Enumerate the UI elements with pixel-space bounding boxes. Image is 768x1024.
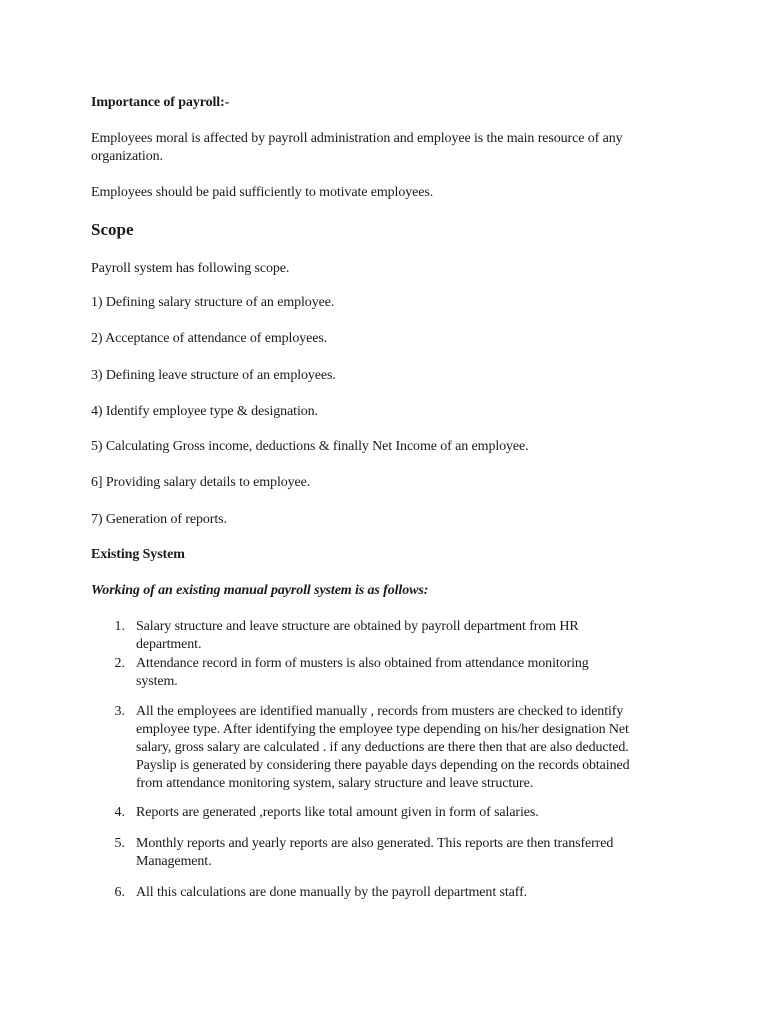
list-item-line: Reports are generated ,reports like total amount given in form of salaries. — [136, 805, 539, 820]
list-item-line: from attendance monitoring system, salary structure and leave structure. — [136, 776, 534, 791]
scope-intro: Payroll system has following scope. — [91, 261, 290, 276]
heading-existing-system: Existing System — [91, 547, 185, 562]
scope-item: 6] Providing salary details to employee. — [91, 475, 311, 490]
list-number: 2. — [114, 656, 125, 671]
heading-scope: Scope — [91, 220, 134, 239]
scope-item: 3) Defining leave structure of an employees. — [91, 368, 336, 383]
paragraph: Employees should be paid sufficiently to motivate employees. — [91, 185, 434, 200]
list-number: 6. — [114, 885, 125, 900]
list-item-line: All the employees are identified manually , records from musters are checked to identify — [136, 704, 624, 719]
list-number: 4. — [114, 805, 125, 820]
list-item-line: salary, gross salary are calculated . if any deductions are there then that are also deducted. — [136, 740, 629, 755]
list-item-line: Salary structure and leave structure are obtained by payroll department from HR — [136, 619, 579, 634]
scope-item: 2) Acceptance of attendance of employees. — [91, 331, 328, 346]
list-item-line: system. — [136, 674, 178, 689]
scope-item: 1) Defining salary structure of an employee. — [91, 295, 335, 310]
list-number: 3. — [114, 704, 125, 719]
list-item-line: Payslip is generated by considering there payable days depending on the records obtained — [136, 758, 630, 773]
list-item-line: All this calculations are done manually by the payroll department staff. — [136, 885, 528, 900]
scope-item: 4) Identify employee type & designation. — [91, 404, 318, 419]
list-item-line: Attendance record in form of musters is also obtained from attendance monitoring — [136, 656, 589, 671]
heading-importance-of-payroll: Importance of payroll:- — [91, 95, 230, 110]
list-number: 1. — [114, 619, 125, 634]
list-item-line: employee type. After identifying the employee type depending on his/her designation Net — [136, 722, 629, 737]
paragraph-line: organization. — [91, 149, 163, 164]
list-item-line: department. — [136, 637, 202, 652]
list-number: 5. — [114, 836, 125, 851]
subheading-working: Working of an existing manual payroll system is as follows: — [91, 583, 429, 598]
list-item-line: Management. — [136, 854, 212, 869]
scope-item: 7) Generation of reports. — [91, 512, 227, 527]
list-item-line: Monthly reports and yearly reports are also generated. This reports are then transferred — [136, 836, 614, 851]
scope-item: 5) Calculating Gross income, deductions & finally Net Income of an employee. — [91, 439, 529, 454]
paragraph-line: Employees moral is affected by payroll administration and employee is the main resource of any — [91, 131, 623, 146]
